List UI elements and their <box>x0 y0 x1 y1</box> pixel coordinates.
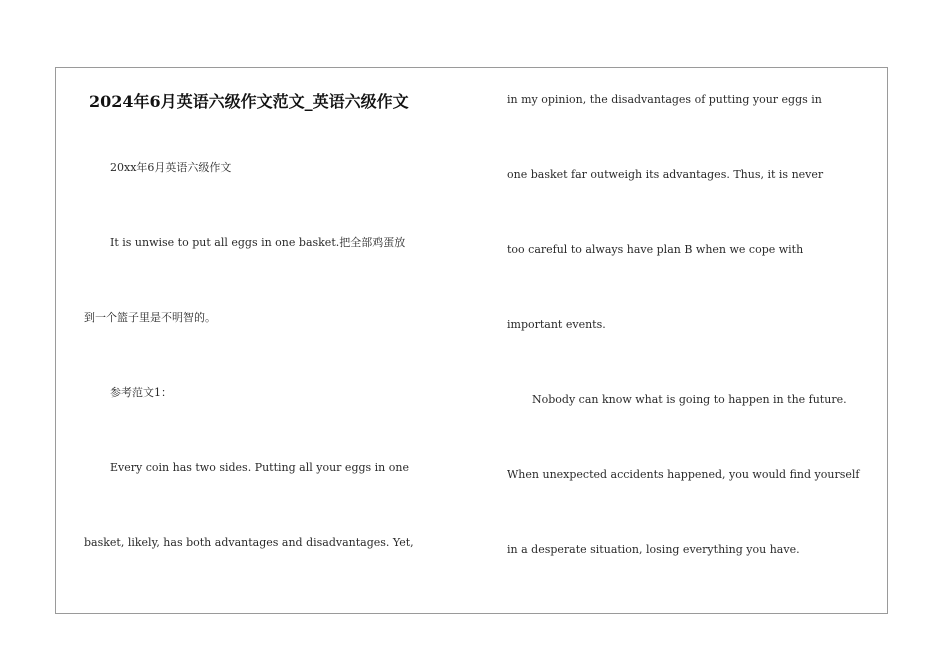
page-frame <box>55 67 888 614</box>
right-line-3: too careful to always have plan B when we cope with <box>507 243 804 256</box>
left-line-3: 到一个篮子里是不明智的。 <box>84 311 216 324</box>
left-line-4: 参考范文1： <box>110 386 172 399</box>
right-line-4: important events. <box>507 318 606 331</box>
right-line-5: Nobody can know what is going to happen in the future. <box>532 393 847 406</box>
right-line-2: one basket far outweigh its advantages. Thus, it is never <box>507 168 824 181</box>
left-line-1: 20xx年6月英语六级作文 <box>110 161 232 174</box>
right-line-6: When unexpected accidents happened, you would find yourself <box>507 468 860 481</box>
right-line-7: in a desperate situation, losing everything you have. <box>507 543 800 556</box>
left-line-6: basket, likely, has both advantages and disadvantages. Yet, <box>84 536 414 549</box>
right-line-1: in my opinion, the disadvantages of putting your eggs in <box>507 93 822 106</box>
document-title: 2024年6月英语六级作文范文_英语六级作文 <box>89 92 409 111</box>
left-line-2: It is unwise to put all eggs in one basket.把全部鸡蛋放 <box>110 236 406 249</box>
left-line-5: Every coin has two sides. Putting all your eggs in one <box>110 461 409 474</box>
